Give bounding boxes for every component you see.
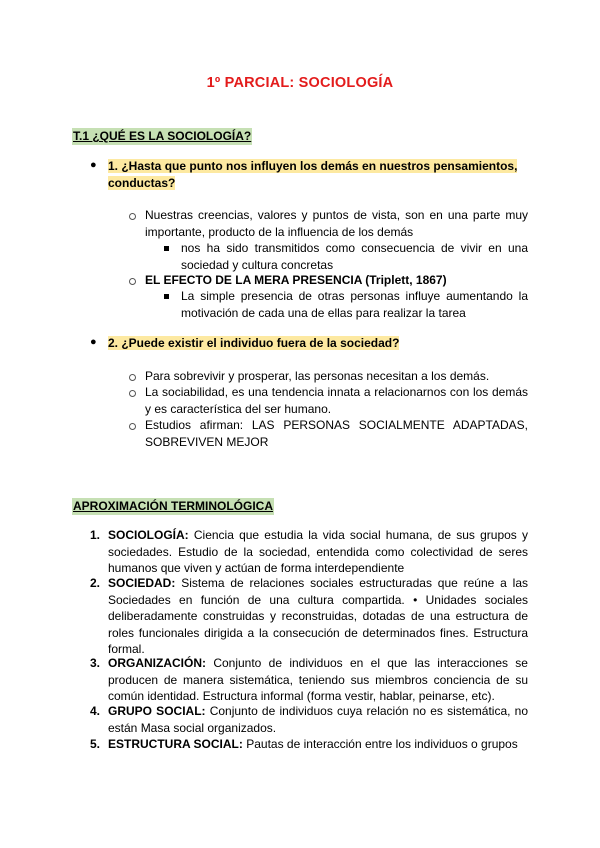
question-1-line-1: 1. ¿Hasta que punto nos influyen los demás en nuestros pensamientos, bbox=[108, 159, 518, 173]
list-item: Nuestras creencias, valores y puntos de vista, son en una parte muy importante, producto de la influencia de los demás bbox=[145, 208, 528, 239]
list-item: EL EFECTO DE LA MERA PRESENCIA (Triplett, 1867) bbox=[145, 273, 447, 287]
list-item: Para sobrevivir y prosperar, las personas necesitan a los demás. bbox=[145, 369, 490, 383]
circle-bullet-icon bbox=[129, 374, 136, 381]
question-1-line-2: conductas? bbox=[108, 176, 176, 190]
term-item bbox=[108, 527, 528, 577]
term-label: SOCIEDAD: bbox=[108, 576, 176, 590]
term-item bbox=[108, 703, 528, 736]
circle-bullet-icon bbox=[129, 423, 136, 430]
term-definition: Sistema de relaciones sociales estructuradas que reúne a las Sociedades en función de una cultura compartida. • Unidades sociales deliberadamente construidas y reconstruidas, dotadas de una estructura de roles funcionales dirigida a la consecución de determinados fines. Estructura formal. bbox=[108, 576, 528, 656]
square-bullet-icon bbox=[164, 246, 169, 251]
section-heading bbox=[72, 127, 252, 145]
term-label: GRUPO SOCIAL: bbox=[108, 704, 206, 718]
term-definition: Pautas de interacción entre los individuos o grupos bbox=[246, 737, 518, 751]
circle-bullet-icon bbox=[129, 278, 136, 285]
term-label: SOCIOLOGÍA: bbox=[108, 528, 189, 542]
list-item: La sociabilidad, es una tendencia innata a relacionarnos con los demás y es característica del ser humano. bbox=[145, 385, 528, 416]
list-item: Estudios afirman: LAS PERSONAS SOCIALMENTE ADAPTADAS, SOBREVIVEN MEJOR bbox=[145, 418, 528, 449]
question-2 bbox=[108, 335, 399, 352]
term-number: 2. bbox=[90, 576, 101, 590]
question-1 bbox=[108, 158, 528, 192]
square-bullet-icon bbox=[164, 294, 169, 299]
circle-bullet-icon bbox=[129, 213, 136, 220]
term-item bbox=[108, 736, 538, 753]
term-definition: Ciencia que estudia la vida social humana, de sus grupos y sociedades. Estudio de la sociedad, entendida como colectividad de seres humanos que viven y actúan de forma interdependiente bbox=[108, 528, 528, 575]
term-number: 4. bbox=[90, 704, 101, 718]
page-title: 1º PARCIAL: SOCIOLOGÍA bbox=[206, 75, 394, 91]
section-heading bbox=[72, 497, 274, 515]
list-item: nos ha sido transmitidos como consecuencia de vivir en una sociedad y cultura concretas bbox=[181, 241, 528, 272]
term-number: 1. bbox=[90, 528, 101, 542]
list-item: La simple presencia de otras personas influye aumentando la motivación de cada una de ellas para realizar la tarea bbox=[181, 289, 528, 320]
bullet-icon: ● bbox=[90, 336, 97, 348]
term-label: ORGANIZACIÓN: bbox=[108, 656, 206, 670]
term-number: 5. bbox=[90, 737, 101, 751]
section-heading-text: T.1 ¿QUÉ ES LA SOCIOLOGÍA? bbox=[73, 129, 252, 143]
term-number: 3. bbox=[90, 656, 101, 670]
term-item bbox=[108, 655, 528, 705]
term-item bbox=[108, 575, 528, 658]
circle-bullet-icon bbox=[129, 390, 136, 397]
question-2-text: 2. ¿Puede existir el individuo fuera de la sociedad? bbox=[108, 336, 400, 350]
bullet-icon: ● bbox=[90, 159, 97, 171]
term-label: ESTRUCTURA SOCIAL: bbox=[108, 737, 243, 751]
section-heading-text: APROXIMACIÓN TERMINOLÓGICA bbox=[73, 499, 273, 513]
term-definition: Conjunto de individuos cuya relación no es sistemática, no están Masa social organizados. bbox=[108, 704, 528, 735]
term-definition: Conjunto de individuos en el que las interacciones se producen de manera sistemática, teniendo sus miembros conciencia de su común identidad. Estructura informal (forma vestir, hablar, peinarse, etc). bbox=[108, 656, 528, 703]
